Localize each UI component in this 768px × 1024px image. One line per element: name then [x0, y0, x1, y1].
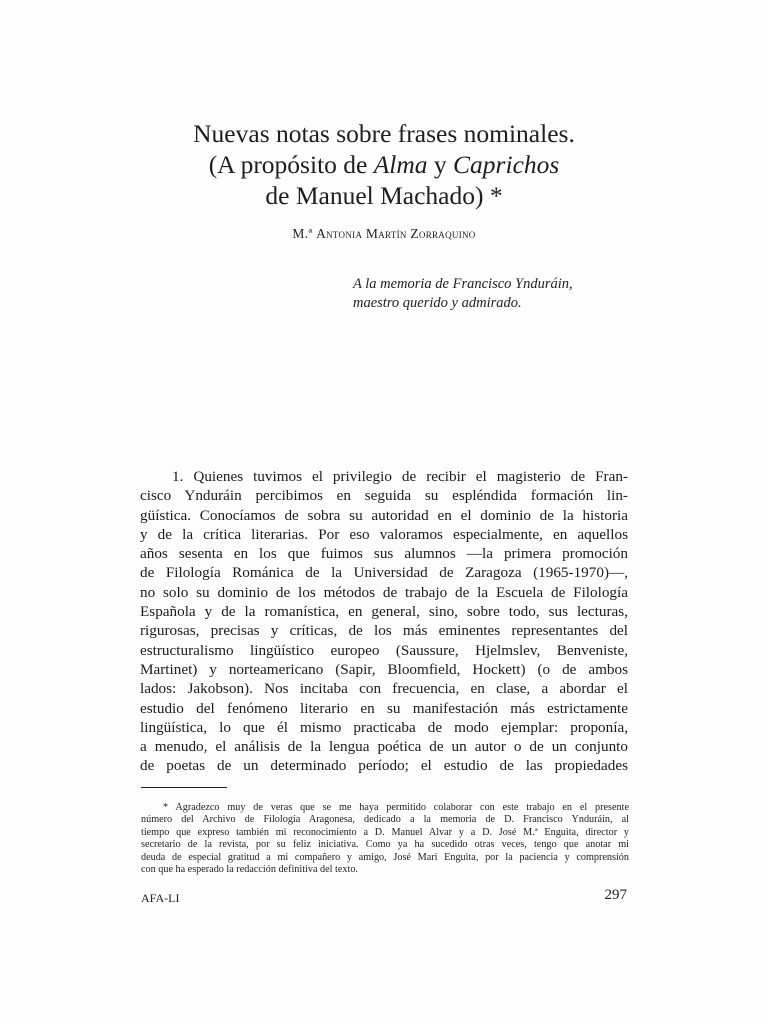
running-head: AFA-LI [141, 891, 180, 905]
title-work-alma: Alma [373, 150, 428, 179]
body-line: Española y de la romanística, en general, sino, sobre todo, sus lecturas, [140, 603, 628, 621]
body-line: estructuralismo lingüístico europeo (Saussure, Hjelmslev, Benveniste, [140, 641, 628, 659]
article-title [0, 118, 768, 211]
footnote-line: tiempo que expreso también mi reconocimiento a D. Manuel Alvar y a D. José M.ª Enguita, director y [141, 826, 629, 838]
body-line: cisco Ynduráin percibimos en seguida su espléndida formación lin- [140, 487, 628, 505]
body-line: 1. Quienes tuvimos el privilegio de recibir el magisterio de Fran- [172, 468, 628, 485]
dedication-line-1: A la memoria de Francisco Ynduráin, [353, 276, 573, 292]
body-line: lingüística, lo que él mismo practicaba de modo ejemplar: proponía, [140, 718, 628, 736]
footnote-line: número del Archivo de Filología Aragonesa, dedicado a la memoria de D. Francisco Ynduráin, al [141, 814, 629, 826]
body-line: lados: Jakobson). Nos incitaba con frecuencia, en clase, a abordar el [140, 680, 628, 698]
footnote-line: con que ha esperado la redacción definitiva del texto. [141, 864, 358, 876]
author-prefix: M.ª [292, 226, 317, 241]
title-work-caprichos: Caprichos [453, 150, 560, 179]
author-name: Antonia Martín Zorraquino [316, 226, 476, 241]
body-line: a menudo, el análisis de la lengua poética de un autor o de un conjunto [140, 738, 628, 756]
body-line: de poetas de un determinado período; el estudio de las propiedades [140, 757, 628, 775]
body-line: años sesenta en los que fuimos sus alumnos —la primera promoción [140, 545, 628, 563]
footnote-line: * Agradezco muy de veras que se me haya permitido colaborar con este trabajo en el presente [163, 802, 629, 813]
title-line-2-c: y [427, 150, 454, 179]
body-line: güística. Conocíamos de sobra su autoridad en el dominio de la historia [140, 506, 628, 524]
footnote-line: secretario de la revista, por su feliz iniciativa. Como ya ha sucedido otras veces, tengo que anotar mi [141, 839, 629, 851]
footnote-line: deuda de especial gratitud a mi compañero y amigo, José Mari Enguita, por la paciencia y comprensión [141, 851, 629, 863]
body-line: estudio del fenómeno literario en su manifestación más estrictamente [140, 699, 628, 717]
title-line-2 [0, 149, 768, 180]
body-text [140, 467, 628, 776]
title-line-3: de Manuel Machado) * [265, 181, 503, 210]
footnote [141, 802, 629, 876]
dedication [353, 275, 643, 313]
body-line: Martinet) y norteamericano (Sapir, Bloomfield, Hockett) (o de ambos [140, 660, 628, 678]
body-line: y de la crítica literarias. Por eso valoramos especialmente, en aquellos [140, 525, 628, 543]
title-line-1: Nuevas notas sobre frases nominales. [193, 119, 575, 148]
page-number: 297 [604, 887, 627, 903]
author-byline [0, 226, 768, 242]
body-line: de Filología Románica de la Universidad de Zaragoza (1965-1970)—, [140, 564, 628, 582]
dedication-line-2: maestro querido y admirado. [353, 295, 522, 311]
body-line: rigurosas, precisas y críticas, de los más eminentes representantes del [140, 622, 628, 640]
footnote-separator [141, 787, 227, 788]
title-line-2-a: (A propósito de [208, 150, 374, 179]
body-line: no solo su dominio de los métodos de trabajo de la Escuela de Filología [140, 583, 628, 601]
